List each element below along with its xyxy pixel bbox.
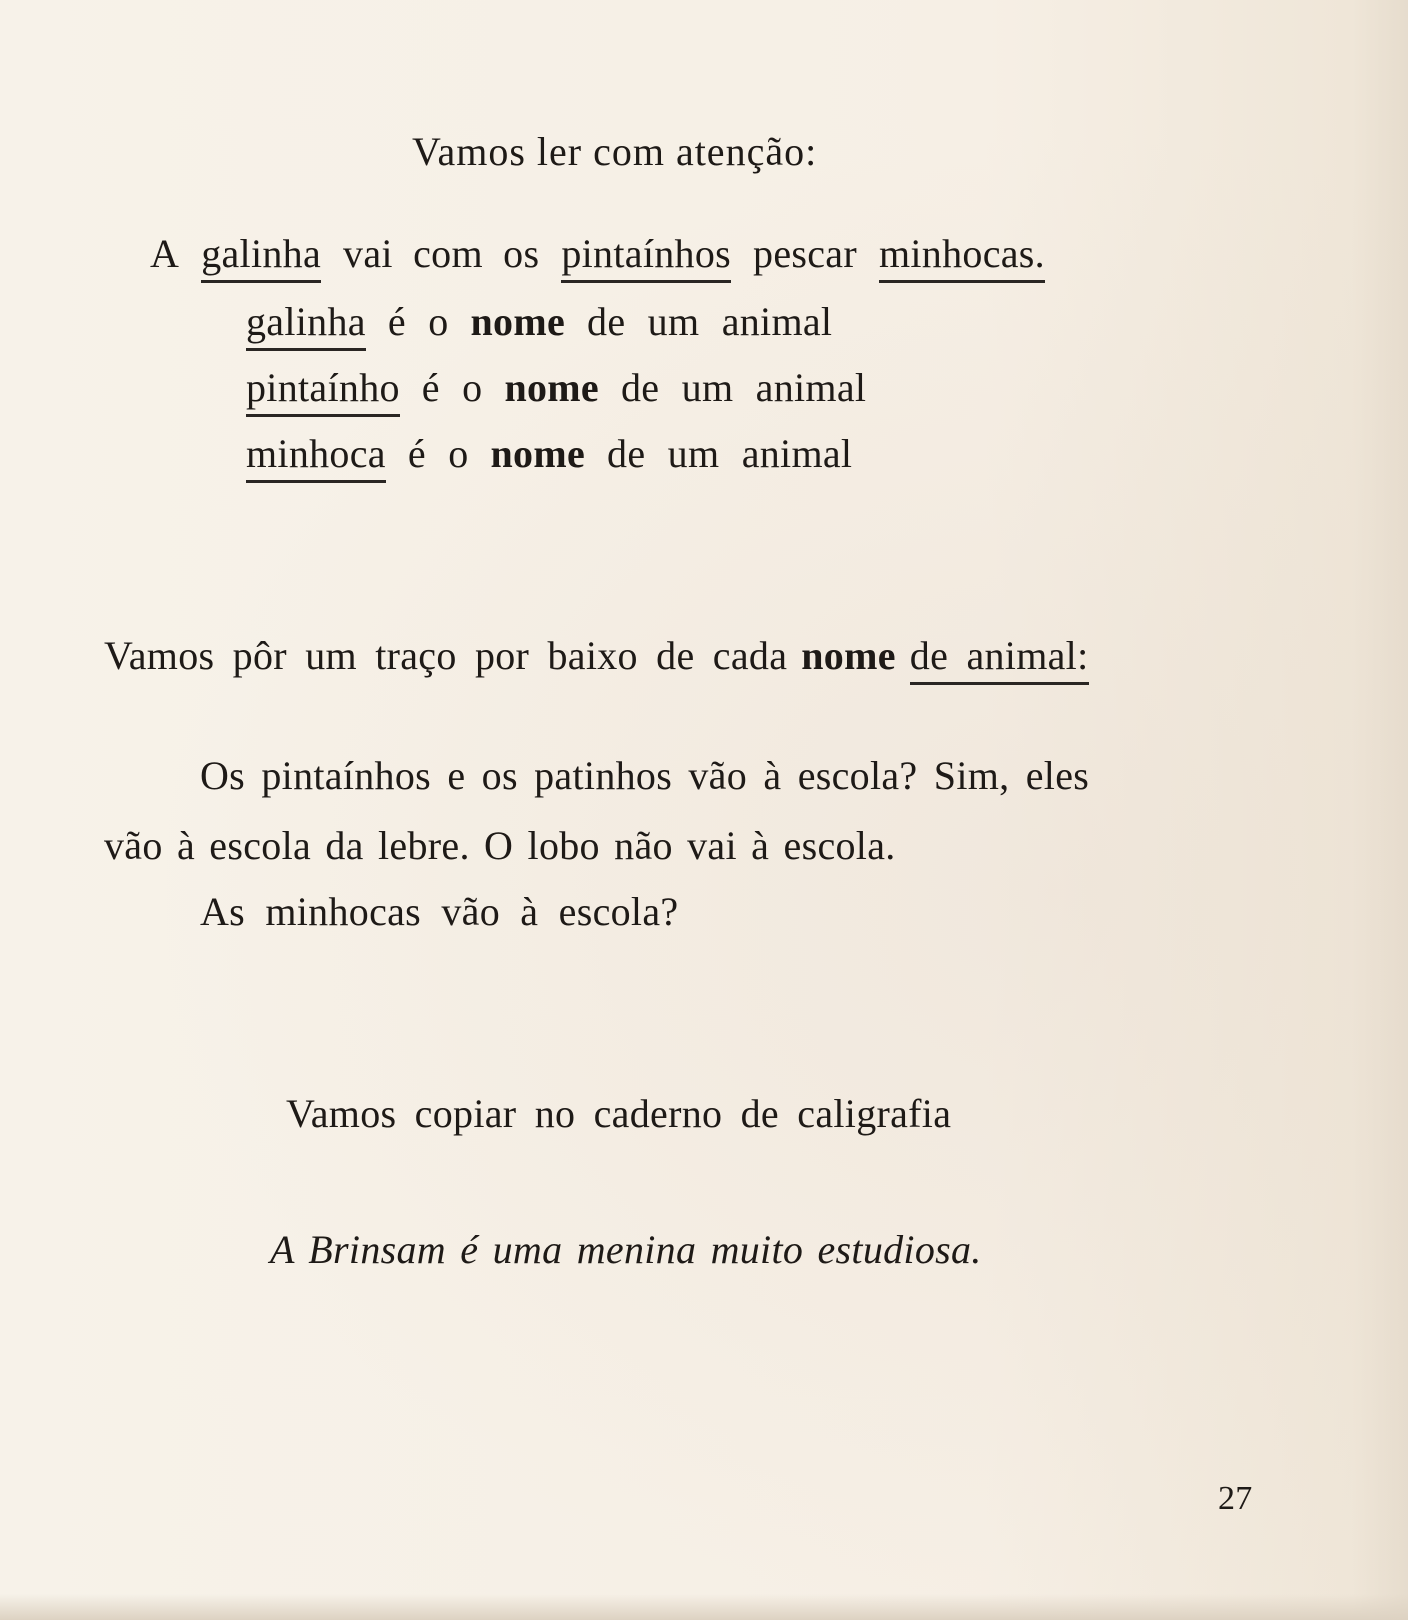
definition-bold-nome: nome xyxy=(504,365,599,410)
underlined-minhocas: minhocas. xyxy=(879,234,1045,283)
sentence-word-a: A xyxy=(150,231,180,276)
definition-word: pintaínho xyxy=(246,368,400,417)
definition-bold-nome: nome xyxy=(490,431,586,476)
definition-rest: de um animal xyxy=(587,299,833,344)
paragraph-line-3: As minhocas vão à escola? xyxy=(200,889,679,934)
copy-instruction: Vamos copiar no caderno de caligrafia xyxy=(286,1091,952,1136)
underlined-galinha: galinha xyxy=(201,234,321,283)
definition-is: é o xyxy=(421,365,483,410)
copy-sentence: A Brinsam é uma menina muito estudiosa. xyxy=(270,1227,982,1272)
sentence-verb: pescar xyxy=(753,231,857,276)
definition-line xyxy=(246,431,853,483)
definition-rest: de um animal xyxy=(607,431,853,476)
definition-line xyxy=(246,365,867,417)
underlined-pintainhos: pintaínhos xyxy=(561,234,731,283)
definition-word: minhoca xyxy=(246,434,386,483)
sentence-connector: vai com os xyxy=(343,231,540,276)
definition-rest: de um animal xyxy=(620,365,867,410)
definition-word: galinha xyxy=(246,302,366,351)
page-number: 27 xyxy=(1218,1480,1253,1517)
underline-instruction xyxy=(104,633,1089,685)
reading-heading: Vamos ler com atenção: xyxy=(412,129,818,174)
paragraph-line-1: Os pintaínhos e os patinhos vão à escola? Sim, eles xyxy=(200,753,1090,798)
definition-bold-nome: nome xyxy=(470,299,566,344)
definition-line xyxy=(246,299,833,351)
definition-is: é o xyxy=(387,299,449,344)
paragraph-line-2: vão à escola da lebre. O lobo não vai à escola. xyxy=(104,823,896,868)
example-sentence xyxy=(150,231,1045,283)
instruction-underlined: de animal: xyxy=(910,636,1089,685)
instruction-bold-nome: nome xyxy=(801,633,896,678)
definition-is: é o xyxy=(407,431,469,476)
instruction-text: Vamos pôr um traço por baixo de cada xyxy=(104,633,788,678)
